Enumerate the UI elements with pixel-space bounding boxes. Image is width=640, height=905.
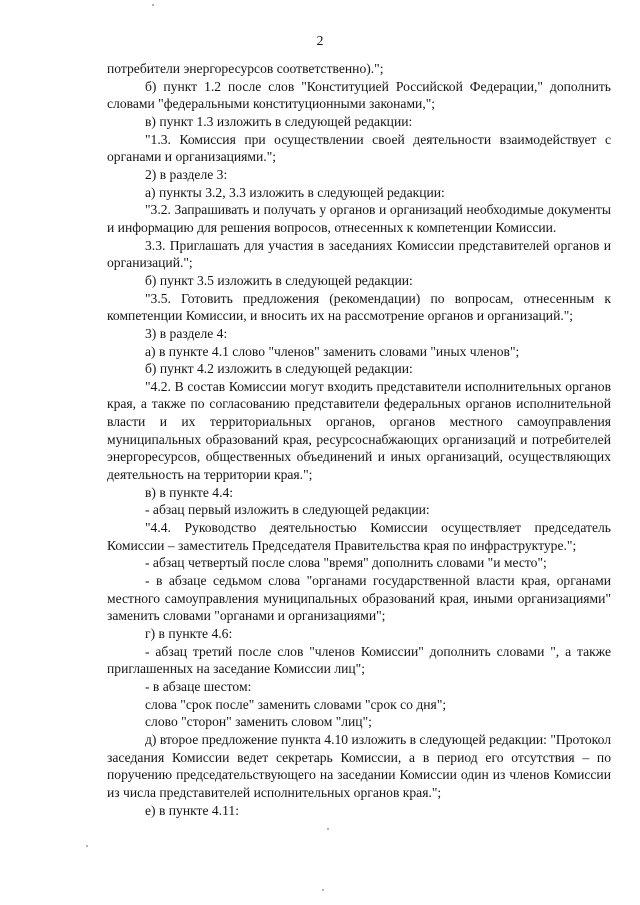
paragraph: потребители энергоресурсов соответственно)."; bbox=[107, 61, 384, 76]
paragraph: "4.4. Руководство деятельностью Комиссии осуществляет председатель Комиссии – заместитель Председателя Правительства края по инфраструктуре."; bbox=[107, 520, 611, 553]
scan-speck bbox=[86, 845, 88, 847]
paragraph: слово "сторон" заменить словом "лиц"; bbox=[145, 714, 372, 730]
page-number: 2 bbox=[316, 33, 324, 48]
paragraph: - в абзаце шестом: bbox=[145, 678, 252, 694]
paragraph: д) второе предложение пункта 4.10 изложить в следующей редакции: "Протокол заседания Комиссии ведет секретарь Комиссии, а в период его отсутствия – по поручению председательствующего на заседании Комиссии один из членов Комиссии из числа представителей исполнительных органов края."; bbox=[107, 731, 611, 800]
paragraph: слова "срок после" заменить словами "срок со дня"; bbox=[145, 696, 447, 712]
scan-speck bbox=[152, 4, 154, 6]
paragraph: в) пункт 1.3 изложить в следующей редакции: bbox=[145, 113, 413, 129]
paragraph: б) пункт 1.2 после слов "Конституцией Российской Федерации," дополнить словами "федеральными конституционными законами,"; bbox=[107, 78, 611, 112]
paragraph: "4.2. В состав Комиссии могут входить представители исполнительных органов края, а также по согласованию представители федеральных органов исполнительной власти и их территориальных органов, органов местного самоуправления муниципальных образований края, ресурсоснабжающих организаций и потребителей энергоресурсов, общественных объединений и иных организаций, осуществляющих деятельность на территории края."; bbox=[107, 378, 611, 483]
paragraph: 2) в разделе 3: bbox=[145, 166, 228, 182]
paragraph: 3) в разделе 4: bbox=[145, 325, 228, 341]
paragraph: - абзац четвертый после слова "время" дополнить словами "и место"; bbox=[145, 555, 547, 571]
paragraph: "3.2. Запрашивать и получать у органов и организаций необходимые документы и информацию для решения вопросов, отнесенных к компетенции Комиссии. bbox=[107, 202, 611, 235]
scan-speck bbox=[327, 828, 329, 830]
paragraph: - абзац первый изложить в следующей редакции: bbox=[145, 502, 430, 518]
paragraph: б) пункт 3.5 изложить в следующей редакции: bbox=[145, 272, 413, 288]
scan-speck bbox=[322, 889, 324, 891]
paragraph: - в абзаце седьмом слова "органами государственной власти края, органами местного самоуправления муниципальных образований края, иными организациями" заменить словами "органами и организациями"; bbox=[107, 573, 611, 624]
paragraph: а) в пункте 4.1 слово "членов" заменить словами "иных членов"; bbox=[145, 343, 520, 359]
paragraph: а) пункты 3.2, 3.3 изложить в следующей редакции: bbox=[145, 184, 445, 200]
paragraph: - абзац третий после слов "членов Комиссии" дополнить словами ", а также приглашенных на заседание Комиссии лиц"; bbox=[107, 643, 611, 677]
paragraph: в) в пункте 4.4: bbox=[145, 484, 234, 500]
paragraph: "3.5. Готовить предложения (рекомендации) по вопросам, отнесенным к компетенции Комиссии, и вносить их на рассмотрение органов и организаций."; bbox=[107, 290, 611, 324]
paragraph: г) в пункте 4.6: bbox=[145, 626, 233, 641]
paragraph: б) пункт 4.2 изложить в следующей редакции: bbox=[145, 361, 413, 377]
paragraph: 3.3. Приглашать для участия в заседаниях Комиссии представителей органов и организаций."; bbox=[107, 237, 611, 271]
paragraph: е) в пункте 4.11: bbox=[145, 802, 239, 818]
paragraph: "1.3. Комиссия при осуществлении своей деятельности взаимодействует с органами и организациями."; bbox=[107, 131, 611, 165]
document-body bbox=[107, 60, 611, 819]
